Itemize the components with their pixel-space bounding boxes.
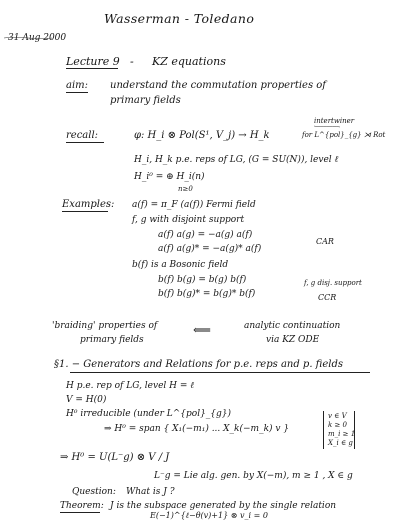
braiding-right-line-2: via KZ ODE (266, 335, 320, 345)
lecture-label: Lecture 9 (66, 55, 120, 68)
single-relation: E(−1)^{ℓ−θ(v)+1} ⊗ v_i = 0 (150, 511, 268, 520)
fermi-field-line: a(f) = π_F (a(f)) Fermi field (132, 200, 256, 210)
braiding-right-line-1: analytic continuation (244, 321, 341, 331)
question-text: What is J ? (126, 487, 175, 497)
car-relation-1: a(f) a(g) = −a(g) a(f) (158, 230, 253, 240)
section-heading: §1. − Generators and Relations for p.e. reps and p. fields (54, 359, 343, 370)
intertwiner-note-2: for L^{pol}_{g} ⋊ Rot (302, 131, 386, 139)
lie-algebra-line: L⁻g = Lie alg. gen. by X(−m), m ≥ 1 , X ∈ g (154, 471, 353, 481)
bosonic-field-line: b(f) is a Bosonic field (132, 260, 229, 270)
intertwiner-note: intertwiner (314, 117, 355, 125)
theorem-label: Theorem: (60, 501, 104, 511)
recall-hzero-subscript: n≥0 (178, 185, 193, 193)
question-label: Question: (72, 487, 116, 497)
ccr-support-note: f, g disj. support (304, 279, 362, 287)
ccr-label: CCR (318, 293, 337, 302)
pe-rep-line: H p.e. rep of LG, level H = ℓ (66, 381, 195, 391)
car-relation-2: a(f) a(g)* = −a(g)* a(f) (158, 244, 262, 254)
recall-formula: φ: H_i ⊗ Pol(S¹, V_j) → H_k (134, 130, 270, 141)
aim-line-2: primary fields (110, 95, 181, 106)
disjoint-support-line: f, g with disjoint support (132, 215, 245, 225)
condition-4: X_i ∈ g (328, 439, 353, 447)
recall-hzero-line: H_i⁰ = ⊕ H_i(n) (134, 172, 205, 182)
examples-label: Examples: (62, 199, 115, 210)
irreducible-line: H⁰ irreducible (under L^{pol}_{g}) (66, 409, 232, 419)
condition-3: m_i ≥ 1 (328, 430, 356, 438)
condition-2: k ≥ 0 (328, 421, 348, 429)
ccr-relation-1: b(f) b(g) = b(g) b(f) (158, 275, 247, 285)
span-line: ⇒ H⁰ = span { X₁(−m₁) ... X_k(−m_k) v } (104, 424, 290, 434)
theorem-text: J is the subspace generated by the single relation (110, 501, 337, 511)
condition-1: v ∈ V (328, 412, 347, 420)
date-note: 31 Aug 2000 (8, 33, 67, 43)
aim-label: aim: (66, 80, 89, 91)
ccr-relation-2: b(f) b(g)* = b(g)* b(f) (158, 289, 256, 299)
aim-line-1: understand the commutation properties of (110, 80, 327, 91)
implied-by-arrow: ⟸ (193, 322, 212, 337)
v-definition-line: V = H(0) (66, 395, 107, 405)
lecture-topic: KZ equations (152, 55, 226, 68)
lecture-dash: - (130, 55, 134, 68)
page-title: Wasserman - Toledano (104, 11, 255, 26)
recall-label: recall: (66, 130, 99, 141)
braiding-left-line-1: 'braiding' properties of (52, 321, 158, 331)
braiding-left-line-2: primary fields (80, 335, 144, 345)
car-label: CAR (316, 237, 334, 246)
quotient-line: ⇒ H⁰ = U(L⁻g) ⊗ V / J (60, 452, 170, 463)
recall-hh-line: H_i, H_k p.e. reps of LG, (G = SU(N)), level ℓ (134, 155, 339, 165)
